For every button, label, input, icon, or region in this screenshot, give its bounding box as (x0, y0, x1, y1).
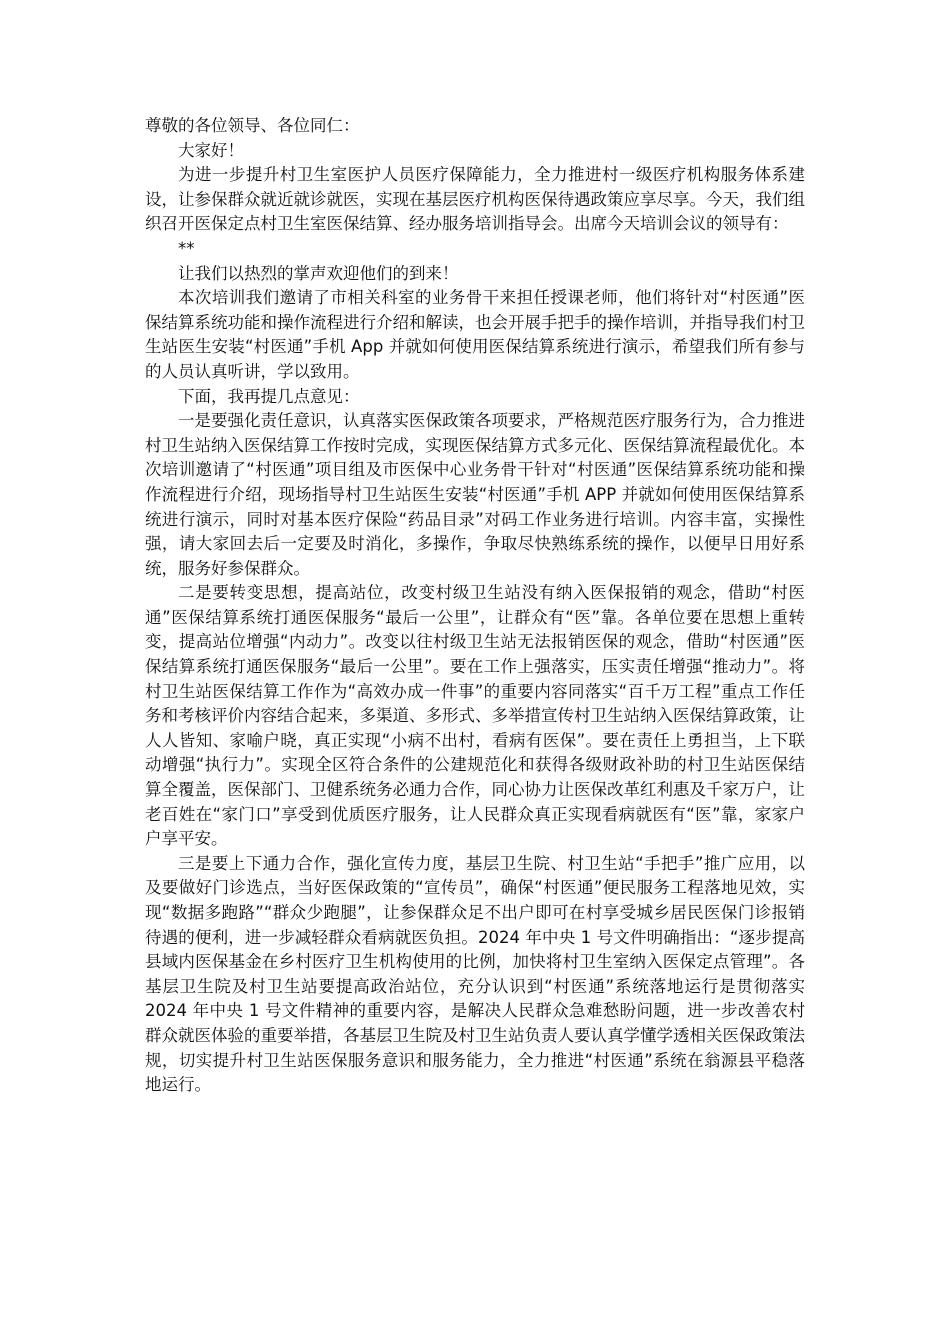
opinions-intro-paragraph: 下面，我再提几点意见： (178, 386, 360, 406)
greeting-paragraph: 大家好！ (178, 140, 244, 160)
document-body (145, 114, 805, 1098)
point-three-paragraph: 三是要上下通力合作，强化宣传力度，基层卫生院、村卫生站“手把手”推广应用，以及要做好门诊选点，当好医保政策的“宣传员”，确保“村医通”便民服务工程落地见效，实现“数据多跑路”“群众少跑腿”，让参保群众足不出户即可在村享受城乡居民医保门诊报销待遇的便利，进一步减轻群众看病就医负担。2024 年中央 1 号文件明确指出：“逐步提高县域内医保基金在乡村医疗卫生机构使用的比例，加快将村卫生室纳入医保定点管理”。各基层卫生院及村卫生站要提高政治站位，充分认识到“村医通”系统落地运行是贯彻落实 2024 年中央 1 号文件精神的重要内容，是解决人民群众急难愁盼问题，进一步改善农村群众就医体验的重要举措，各基层卫生院及村卫生站负责人要认真学懂学透相关医保政策法规，切实提升村卫生站医保服务意识和服务能力，全力推进“村医通”系统在翁源县平稳落地运行。 (145, 853, 805, 1095)
salutation: 尊敬的各位领导、各位同仁： (145, 116, 360, 135)
point-one-paragraph: 一是要强化责任意识，认真落实医保政策各项要求，严格规范医疗服务行为，合力推进村卫生站纳入医保结算工作按时完成，实现医保结算方式多元化、医保结算流程最优化。本次培训邀请了“村医通”项目组及市医保中心业务骨干针对“村医通”医保结算系统功能和操作流程进行介绍，现场指导村卫生站医生安装“村医通”手机 APP 并就如何使用医保结算系统进行演示，同时对基本医疗保险“药品目录”对码工作业务进行培训。内容丰富，实操性强，请大家回去后一定要及时消化，多操作，争取尽快熟练系统的操作，以便早日用好系统，服务好参保群众。 (145, 411, 805, 578)
intro-paragraph: 为进一步提升村卫生室医护人员医疗保障能力，全力推进村一级医疗机构服务体系建设，让参保群众就近就诊就医，实现在基层医疗机构医保待遇政策应享尽享。今天，我们组织召开医保定点村卫生室医保结算、经办服务培训指导会。出席今天培训会议的领导有： (145, 165, 805, 234)
point-two-paragraph: 二是要转变思想，提高站位，改变村级卫生站没有纳入医保报销的观念，借助“村医通”医保结算系统打通医保服务“最后一公里”，让群众有“医”靠。各单位要在思想上重转变，提高站位增强“内动力”。改变以往村级卫生站无法报销医保的观念，借助“村医通”医保结算系统打通医保服务“最后一公里”。要在工作上强落实，压实责任增强“推动力”。将村卫生站医保结算工作作为“高效办成一件事”的重要内容同落实“百千万工程”重点工作任务和考核评价内容结合起来，多渠道、多形式、多举措宣传村卫生站纳入医保结算政策，让人人皆知、家喻户晓，真正实现“小病不出村，看病有医保”。要在责任上勇担当，上下联动增强“执行力”。实现全区符合条件的公建规范化和获得各级财政补助的村卫生站医保结算全覆盖，医保部门、卫健系统务必通力合作，同心协力让医保改革红利惠及千家万户，让老百姓在“家门口”享受到优质医疗服务，让人民群众真正实现看病就医有“医”靠，家家户户享平安。 (145, 583, 805, 849)
leaders-placeholder: ** (178, 238, 195, 258)
training-paragraph: 本次培训我们邀请了市相关科室的业务骨干来担任授课老师，他们将针对“村医通”医保结算系统功能和操作流程进行介绍和解读，也会开展手把手的操作培训，并指导我们村卫生站医生安装“村医通”手机 App 并就如何使用医保结算系统进行演示，希望我们所有参与的人员认真听讲，学以致用。 (145, 288, 805, 381)
welcome-paragraph: 让我们以热烈的掌声欢迎他们的到来！ (178, 263, 459, 283)
